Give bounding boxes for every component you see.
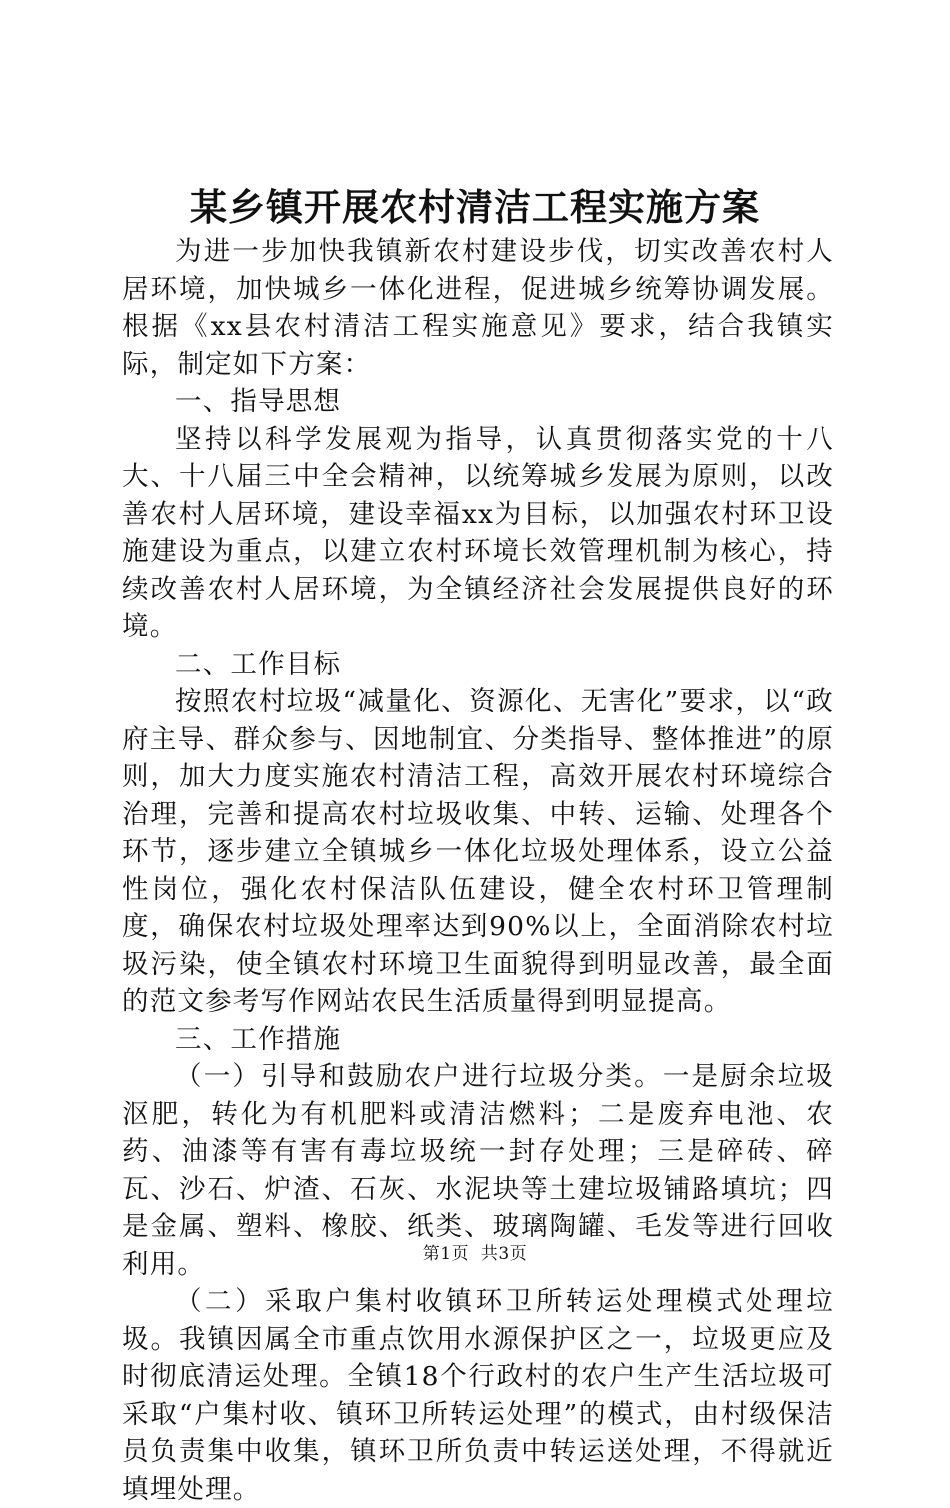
page-footer bbox=[0, 1242, 950, 1266]
intro-paragraph: 为进一步加快我镇新农村建设步伐，切实改善农村人居环境，加快城乡一体化进程，促进城乡统筹协调发展。根据《xx县农村清洁工程实施意见》要求，结合我镇实际，制定如下方案： bbox=[122, 236, 834, 380]
section-heading-work-goals: 二、工作目标 bbox=[175, 648, 342, 680]
work-goals-paragraph: 按照农村垃圾“减量化、资源化、无害化”要求，以“政府主导、群众参与、因地制宜、分类指导、整体推进”的原则，加大力度实施农村清洁工程，高效开展农村环境综合治理，完善和提高农村垃圾收集、中转、运输、处理各个环节，逐步建立全镇城乡一体化垃圾处理体系，设立公益性岗位，强化农村保洁队伍建设，健全农村环卫管理制度，确保农村垃圾处理率达到90%以上，全面消除农村垃圾污染，使全镇农村环境卫生面貌得到明显改善，最全面的范文参考写作网站农民生活质量得到明显提高。 bbox=[122, 686, 834, 1017]
page-number: 第1页 bbox=[422, 1244, 470, 1264]
page-total: 共3页 bbox=[480, 1244, 528, 1264]
section-heading-work-measures: 三、工作措施 bbox=[175, 1023, 342, 1055]
document-title: 某乡镇开展农村清洁工程实施方案 bbox=[190, 185, 760, 229]
measure-two-paragraph: （二）采取户集村收镇环卫所转运处理模式处理垃圾。我镇因属全市重点饮用水源保护区之一，垃圾更应及时彻底清运处理。全镇18个行政村的农户生产生活垃圾可采取“户集村收、镇环卫所转运处理”的模式，由村级保洁员负责集中收集，镇环卫所负责中转运送处理，不得就近填埋处理。 bbox=[122, 1286, 834, 1505]
guiding-ideology-paragraph: 坚持以科学发展观为指导，认真贯彻落实党的十八大、十八届三中全会精神，以统筹城乡发展为原则，以改善农村人居环境，建设幸福xx为目标，以加强农村环卫设施建设为重点，以建立农村环境长效管理机制为核心，持续改善农村人居环境，为全镇经济社会发展提供良好的环境。 bbox=[122, 423, 834, 642]
document-body bbox=[122, 233, 834, 1508]
section-heading-guiding-ideology: 一、指导思想 bbox=[175, 386, 342, 417]
measure-one-paragraph: （一）引导和鼓励农户进行垃圾分类。一是厨余垃圾沤肥，转化为有机肥料或清洁燃料；二是废弃电池、农药、油漆等有害有毒垃圾统一封存处理；三是碎砖、碎瓦、沙石、炉渣、石灰、水泥块等土建垃圾铺路填坑；四是金属、塑料、橡胶、纸类、玻璃陶罐、毛发等进行回收利用。 bbox=[122, 1061, 834, 1280]
